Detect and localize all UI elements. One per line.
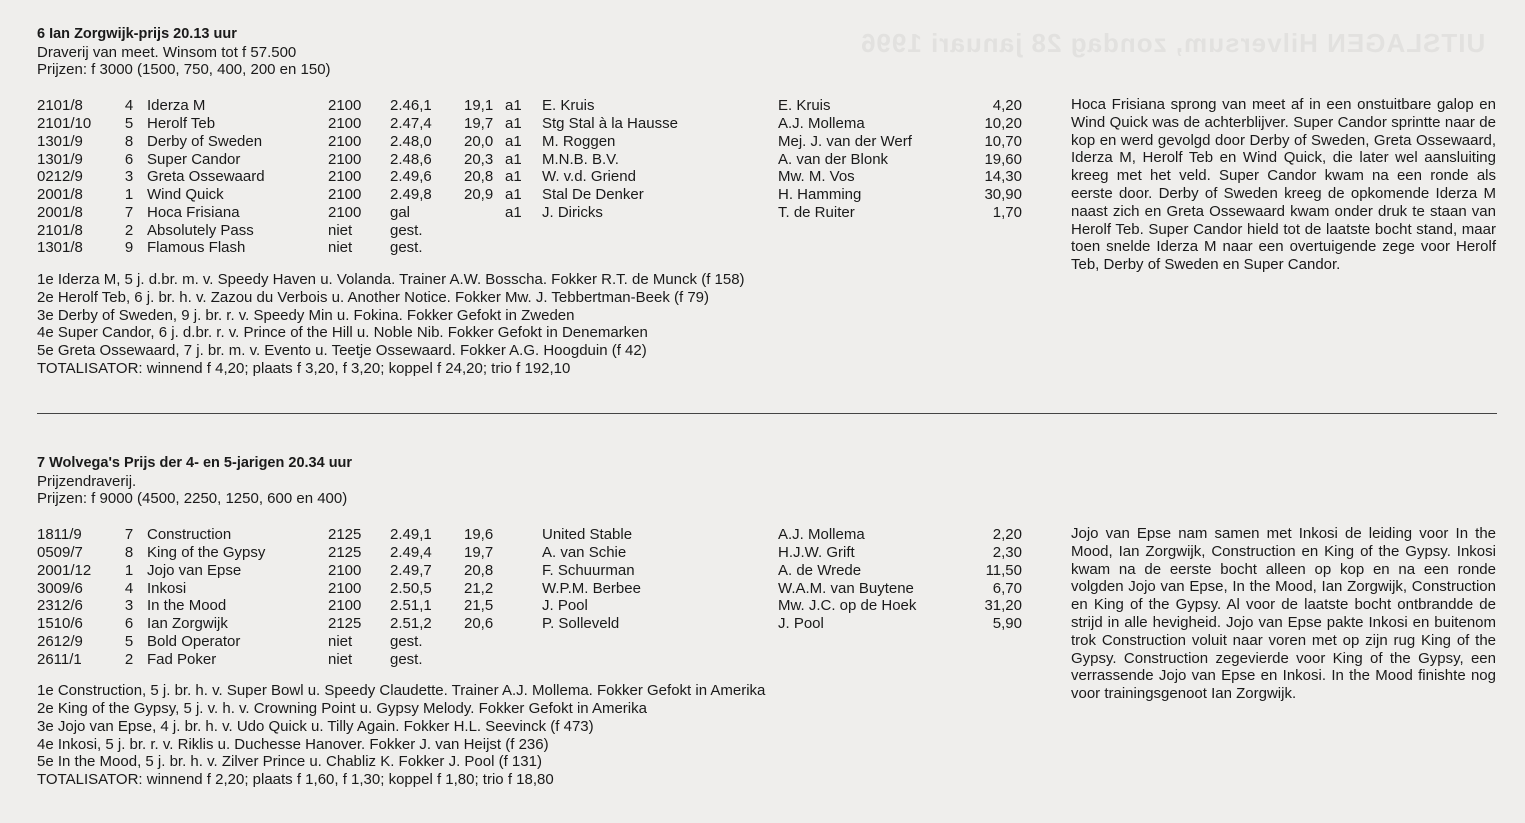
- form-code: 0212/9: [37, 168, 83, 186]
- start-type: a1: [505, 132, 522, 150]
- driver-name: J. Pool: [778, 615, 824, 633]
- horse-name: Derby of Sweden: [147, 132, 263, 150]
- distance: niet: [328, 632, 353, 650]
- race-report: Hoca Frisiana sprong van meet af in een onstuitbare galop en Wind Quick was de achterblijver. Super Candor sprintte naar de kop en werd gevolgd door Derby of Sweden, Greta Ossewaard, Iderza M, Herolf Teb en Wind Quick, die later wel aansluiting kreeg met het veld. Super Candor kwam na een ronde als eerste door. Derby of Sweden kreeg de opkomende Iderza M naast zich en Greta Ossewaard kwam onder druk te staan van Herolf Teb. Super Candor hield tot de laatste bocht stand, maar toen snelde Iderza M naar een overtuigende zege voor Herolf Teb, Derby of Sweden en Super Candor.: [1071, 96, 1496, 274]
- start-number: 9: [124, 239, 134, 257]
- form-code: 2312/6: [37, 597, 83, 615]
- km-time: 20,6: [464, 615, 494, 633]
- placing-line: 3e Derby of Sweden, 9 j. br. r. v. Speedy Min u. Fokina. Fokker Gefokt in Zweden: [37, 306, 575, 324]
- distance: 2100: [328, 114, 362, 132]
- owner-name: M.N.B. B.V.: [542, 150, 619, 168]
- start-number: 1: [124, 561, 134, 579]
- race-title: 6 Ian Zorgwijk-prijs 20.13 uur: [37, 26, 237, 42]
- driver-name: W.A.M. van Buytene: [778, 579, 914, 597]
- horse-name: Iderza M: [147, 97, 206, 115]
- distance: 2125: [328, 543, 362, 561]
- finish-time: 2.47,4: [390, 114, 432, 132]
- distance: 2100: [328, 561, 362, 579]
- odds: 5,90: [992, 615, 1022, 633]
- finish-time: 2.49,4: [390, 543, 432, 561]
- form-code: 2001/12: [37, 561, 92, 579]
- km-time: 19,6: [464, 526, 494, 544]
- start-number: 6: [124, 150, 134, 168]
- placing-line: 1e Iderza M, 5 j. d.br. m. v. Speedy Haven u. Volanda. Trainer A.W. Bosscha. Fokker R.T. de Munck (f 158): [37, 271, 745, 289]
- driver-name: E. Kruis: [778, 97, 831, 115]
- form-code: 0509/7: [37, 543, 83, 561]
- km-time: 19,7: [464, 114, 494, 132]
- finish-time: 2.48,6: [390, 150, 432, 168]
- placing-line: 2e King of the Gypsy, 5 j. v. h. v. Crowning Point u. Gypsy Melody. Fokker Gefokt in Amerika: [37, 700, 647, 718]
- odds: 11,50: [985, 561, 1022, 579]
- finish-time: 2.51,2: [390, 615, 432, 633]
- owner-name: United Stable: [542, 526, 633, 544]
- owner-name: Stg Stal à la Hausse: [542, 114, 678, 132]
- driver-name: H.J.W. Grift: [778, 543, 855, 561]
- distance: niet: [328, 221, 353, 239]
- odds: 4,20: [992, 97, 1022, 115]
- finish-time: gest.: [390, 632, 423, 650]
- odds: 10,70: [984, 132, 1022, 150]
- driver-name: A. van der Blonk: [778, 150, 889, 168]
- race-report: Jojo van Epse nam samen met Inkosi de leiding voor In the Mood, Ian Zorgwijk, Construction en King of the Gypsy. Inkosi kwam na de eerste bocht alleen op kop en na een ronde volgden Jojo van Epse, In the Mood, Ian Zorgwijk, Construction en King of the Gypsy. Al voor de laatste bocht ontbrandde de strijd in alle hevigheid. Jojo van Epse pakte Inkosi en buitenom trok Construction voluit naar voren met op zijn rug King of the Gypsy. Construction zegevierde voor King of the Gypsy, een verrassende Jojo van Epse en Inkosi. In the Mood finishte nog voor trainingsgenoot Ian Zorgwijk.: [1071, 525, 1496, 703]
- owner-name: P. Solleveld: [542, 615, 620, 633]
- start-type: a1: [505, 114, 522, 132]
- race-6-section: [37, 26, 1507, 378]
- driver-name: Mw. J.C. op de Hoek: [778, 597, 917, 615]
- start-number: 8: [124, 132, 134, 150]
- odds: 14,30: [984, 168, 1022, 186]
- km-time: 20,8: [464, 168, 494, 186]
- horse-name: In the Mood: [147, 597, 227, 615]
- driver-name: H. Hamming: [778, 186, 862, 204]
- form-code: 2001/8: [37, 203, 83, 221]
- bleed-through-heading: UITSLAGEN Hilversum, zondag 28 januari 1996: [859, 28, 1485, 58]
- form-code: 3009/6: [37, 579, 83, 597]
- race-prizes: Prijzen: f 9000 (4500, 2250, 1250, 600 en 400): [37, 490, 348, 508]
- owner-name: A. van Schie: [542, 543, 627, 561]
- horse-name: Inkosi: [147, 579, 187, 597]
- odds: 19,60: [984, 150, 1022, 168]
- horse-name: Super Candor: [147, 150, 241, 168]
- owner-name: F. Schuurman: [542, 561, 635, 579]
- start-number: 3: [124, 168, 134, 186]
- race-prizes: Prijzen: f 3000 (1500, 750, 400, 200 en 150): [37, 61, 331, 79]
- start-number: 8: [124, 543, 134, 561]
- form-code: 1301/9: [37, 132, 83, 150]
- owner-name: W. v.d. Griend: [542, 168, 636, 186]
- km-time: 21,2: [464, 579, 494, 597]
- form-code: 2101/8: [37, 221, 83, 239]
- km-time: 20,0: [464, 132, 494, 150]
- odds: 1,70: [992, 203, 1022, 221]
- distance: 2100: [328, 150, 362, 168]
- odds: 6,70: [992, 579, 1022, 597]
- finish-time: gest.: [390, 650, 423, 668]
- form-code: 2001/8: [37, 186, 83, 204]
- km-time: 21,5: [464, 597, 494, 615]
- horse-name: Bold Operator: [147, 632, 241, 650]
- start-type: a1: [505, 203, 522, 221]
- race-title: 7 Wolvega's Prijs der 4- en 5-jarigen 20.34 uur: [37, 455, 353, 471]
- distance: 2125: [328, 615, 362, 633]
- owner-name: W.P.M. Berbee: [542, 579, 641, 597]
- placing-line: 1e Construction, 5 j. br. h. v. Super Bowl u. Speedy Claudette. Trainer A.J. Mollema. Fokker Gefokt in Amerika: [37, 682, 766, 700]
- form-code: 1301/9: [37, 150, 83, 168]
- driver-name: Mw. M. Vos: [778, 168, 855, 186]
- km-time: 20,3: [464, 150, 494, 168]
- km-time: 20,8: [464, 561, 494, 579]
- odds: 30,90: [984, 186, 1022, 204]
- distance: 2125: [328, 526, 362, 544]
- odds: 31,20: [984, 597, 1022, 615]
- owner-name: E. Kruis: [542, 97, 595, 115]
- finish-time: 2.51,1: [390, 597, 432, 615]
- horse-name: Flamous Flash: [147, 239, 246, 257]
- km-time: 19,1: [464, 97, 494, 115]
- placing-line: 4e Super Candor, 6 j. d.br. r. v. Prince of the Hill u. Noble Nib. Fokker Gefokt in Denemarken: [37, 324, 648, 342]
- finish-time: 2.49,6: [390, 168, 432, 186]
- finish-time: gest.: [390, 239, 423, 257]
- placing-line: TOTALISATOR: winnend f 4,20; plaats f 3,20, f 3,20; koppel f 24,20; trio f 192,10: [37, 359, 571, 377]
- horse-name: Absolutely Pass: [147, 221, 254, 239]
- driver-name: A.J. Mollema: [778, 526, 865, 544]
- horse-name: Jojo van Epse: [147, 561, 242, 579]
- race-subtitle: Draverij van meet. Winsom tot f 57.500: [37, 43, 297, 61]
- driver-name: A. de Wrede: [778, 561, 862, 579]
- distance: 2100: [328, 97, 362, 115]
- placing-line: 2e Herolf Teb, 6 j. br. h. v. Zazou du Verbois u. Another Notice. Fokker Mw. J. Tebbertman-Beek (f 79): [37, 288, 709, 306]
- start-number: 5: [124, 114, 134, 132]
- km-time: 19,7: [464, 543, 494, 561]
- placing-line: 4e Inkosi, 5 j. br. r. v. Riklis u. Duchesse Hanover. Fokker J. van Heijst (f 236): [37, 735, 549, 753]
- driver-name: Mej. J. van der Werf: [778, 132, 912, 150]
- owner-name: M. Roggen: [542, 132, 616, 150]
- finish-time: 2.46,1: [390, 97, 432, 115]
- form-code: 2101/8: [37, 97, 83, 115]
- driver-name: A.J. Mollema: [778, 114, 865, 132]
- horse-name: Wind Quick: [147, 186, 224, 204]
- race-7-section: [37, 455, 1507, 789]
- start-type: a1: [505, 97, 522, 115]
- start-number: 7: [124, 526, 134, 544]
- placing-line: TOTALISATOR: winnend f 2,20; plaats f 1,60, f 1,30; koppel f 1,80; trio f 18,80: [37, 771, 554, 788]
- horse-name: Fad Poker: [147, 650, 217, 668]
- odds: 2,20: [992, 526, 1022, 544]
- finish-time: 2.49,8: [390, 186, 432, 204]
- horse-name: King of the Gypsy: [147, 543, 266, 561]
- placing-line: 5e Greta Ossewaard, 7 j. br. m. v. Evento u. Teetje Ossewaard. Fokker A.G. Hoogduin (f 42): [37, 342, 647, 360]
- form-code: 2101/10: [37, 114, 92, 132]
- placing-line: 5e In the Mood, 5 j. br. h. v. Zilver Prince u. Chabliz K. Fokker J. Pool (f 131): [37, 753, 542, 771]
- distance: 2100: [328, 132, 362, 150]
- distance: 2100: [328, 579, 362, 597]
- odds: 10,20: [984, 114, 1022, 132]
- start-number: 1: [124, 186, 134, 204]
- start-type: a1: [505, 186, 522, 204]
- finish-time: 2.49,1: [390, 526, 432, 544]
- distance: niet: [328, 239, 353, 257]
- form-code: 2612/9: [37, 632, 83, 650]
- owner-name: J. Diricks: [542, 203, 603, 221]
- finish-time: 2.49,7: [390, 561, 432, 579]
- owner-name: Stal De Denker: [542, 186, 644, 204]
- horse-name: Herolf Teb: [147, 114, 216, 132]
- start-number: 7: [124, 203, 134, 221]
- horse-name: Ian Zorgwijk: [147, 615, 228, 633]
- finish-time: 2.50,5: [390, 579, 432, 597]
- start-number: 5: [124, 632, 134, 650]
- start-number: 4: [124, 579, 134, 597]
- finish-time: gal: [390, 203, 411, 221]
- horse-name: Construction: [147, 526, 232, 544]
- start-number: 2: [124, 650, 134, 668]
- km-time: 20,9: [464, 186, 494, 204]
- odds: 2,30: [992, 543, 1022, 561]
- form-code: 1811/9: [37, 526, 82, 544]
- finish-time: 2.48,0: [390, 132, 432, 150]
- owner-name: J. Pool: [542, 597, 588, 615]
- placings-details: [37, 271, 1507, 377]
- form-code: 1301/8: [37, 239, 83, 257]
- start-number: 6: [124, 615, 134, 633]
- distance: 2100: [328, 168, 362, 186]
- start-type: a1: [505, 150, 522, 168]
- start-number: 2: [124, 221, 134, 239]
- form-code: 1510/6: [37, 615, 83, 633]
- horse-name: Hoca Frisiana: [147, 203, 240, 221]
- race-subtitle: Prijzendraverij.: [37, 472, 137, 490]
- section-divider: [37, 413, 1497, 414]
- start-number: 3: [124, 597, 134, 615]
- placing-line: 3e Jojo van Epse, 4 j. br. h. v. Udo Quick u. Tilly Again. Fokker H.L. Seevinck (f 473): [37, 717, 594, 735]
- distance: 2100: [328, 597, 362, 615]
- distance: 2100: [328, 186, 362, 204]
- form-code: 2611/1: [37, 650, 82, 668]
- driver-name: T. de Ruiter: [778, 203, 855, 221]
- finish-time: gest.: [390, 221, 423, 239]
- distance: niet: [328, 650, 353, 668]
- start-type: a1: [505, 168, 522, 186]
- horse-name: Greta Ossewaard: [147, 168, 265, 186]
- start-number: 4: [124, 97, 134, 115]
- distance: 2100: [328, 203, 362, 221]
